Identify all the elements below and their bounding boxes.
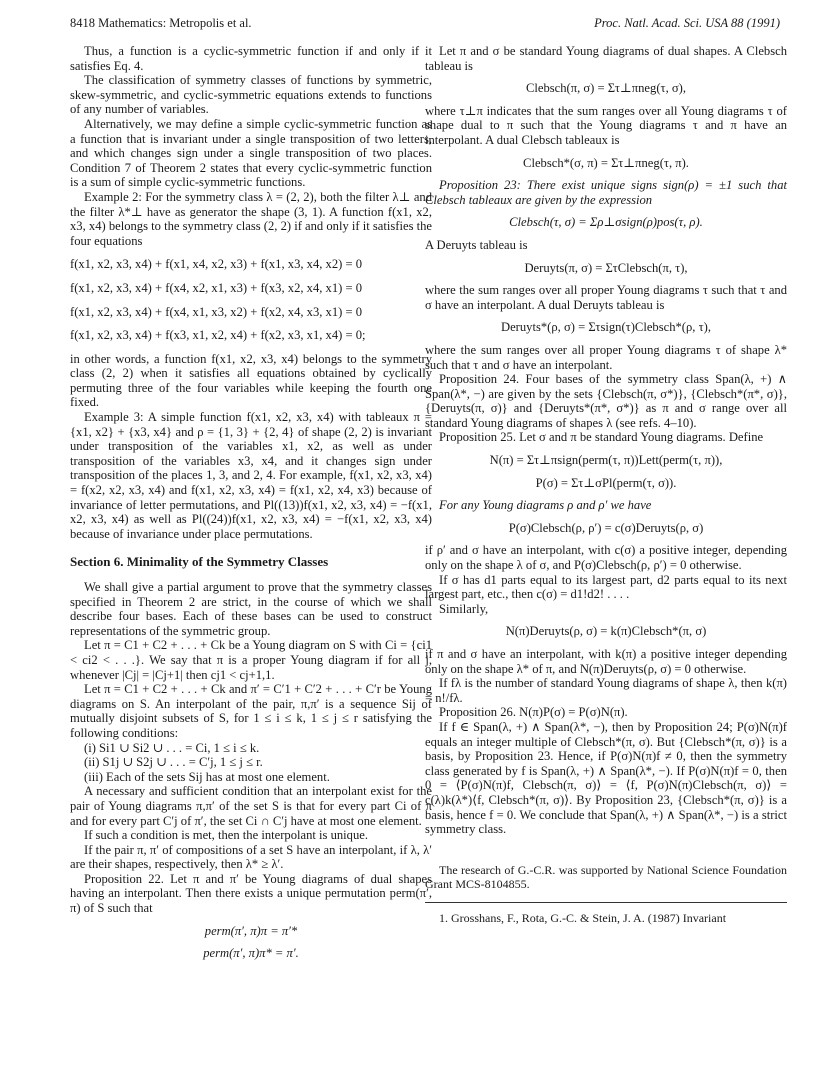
- equation: perm(π′, π)π* = π′.: [203, 946, 299, 961]
- equation: Clebsch*(σ, π) = Στ⊥πneg(τ, π).: [523, 155, 689, 170]
- proposition-22: Proposition 22. Let π and π′ be Young diagrams of dual shapes having an interpolant. Then there exists a unique permutation perm(π′, π) of S such that: [70, 871, 432, 916]
- equation: P(σ)Clebsch(ρ, ρ′) = c(σ)Deruyts(ρ, σ): [508, 520, 704, 535]
- equation: Clebsch(π, σ) = Στ⊥πneg(τ, σ),: [525, 81, 687, 96]
- acknowledgment: The research of G.-C.R. was supported by National Science Foundation Grant MCS-8104855.: [425, 862, 787, 892]
- right-column: [425, 44, 787, 926]
- paragraph: where τ⊥π indicates that the sum ranges over all Young diagrams τ of shape dual to π such that the Young diagrams τ and π have an interpolant. A dual Clebsch tableaux is: [425, 103, 787, 147]
- reference-item: 1. Grosshans, F., Rota, G.-C. & Stein, J. A. (1987) Invariant: [439, 910, 727, 925]
- equation: Deruyts*(ρ, σ) = Στsign(τ)Clebsch*(ρ, τ),: [501, 320, 711, 335]
- equation: P(σ) = Στ⊥σPl(perm(τ, σ)).: [535, 475, 677, 490]
- equation: Clebsch(τ, σ) = Σρ⊥σsign(ρ)pos(τ, ρ).: [509, 215, 703, 230]
- condition-item: (ii) S1j ∪ S2j ∪ . . . = C′j, 1 ≤ j ≤ r.: [84, 755, 263, 770]
- proposition-25: Proposition 25. Let σ and π be standard Young diagrams. Define: [439, 430, 764, 445]
- equation: f(x1, x2, x3, x4) + f(x3, x1, x2, x4) + f(x2, x3, x1, x4) = 0;: [70, 328, 366, 343]
- page-header-right: Proc. Natl. Acad. Sci. USA 88 (1991): [594, 16, 780, 30]
- paragraph: Thus, a function is a cyclic-symmetric function if and only if it satisfies Eq. 4.: [70, 44, 432, 73]
- paragraph: in other words, a function f(x1, x2, x3, x4) belongs to the symmetry class (2, 2) when it satisfies all equations obtained by cyclically permuting three of the four variables while keeping the fourth one fixed.: [70, 351, 432, 410]
- left-column: [70, 44, 432, 969]
- paragraph: Alternatively, we may define a simple cyclic-symmetric function as a function that is invariant under a single transposition of two letters, and which changes sign under a single transposition of two places. Condition 7 of Theorem 2 states that every cyclic-symmetric function is a sum of simple cyclic-symmetric functions.: [70, 116, 432, 190]
- condition-item: (iii) Each of the sets Sij has at most one element.: [84, 769, 330, 784]
- example-2: Example 2: For the symmetry class λ = (2, 2), both the filter λ⊥ and the filter λ*⊥ have as generator the shape (3, 1). A function f(x1, x2, x3, x4) belongs to the symmetry class (2, 2) if and only if it satisfies the four equations: [70, 189, 433, 248]
- paragraph: Similarly,: [439, 601, 489, 616]
- paragraph: Let π and σ be standard Young diagrams of dual shapes. A Clebsch tableau is: [425, 44, 787, 73]
- paragraph: A necessary and sufficient condition that an interpolant exist for the pair of Young diagrams π,π′ of the set S is that for every part Ci of π and for every part C′j of π′, the set Ci ∩ C′j have at most one element.: [70, 784, 432, 828]
- paragraph: If fλ is the number of standard Young diagrams of shape λ, then k(π) = n!/fλ.: [425, 676, 787, 705]
- paragraph: The classification of symmetry classes of functions by symmetric, skew-symmetric, and cyclic-symmetric equations extends to functions of any number of variables.: [70, 73, 432, 117]
- divider: [425, 902, 787, 903]
- paragraph: Let π = C1 + C2 + . . . + Ck and π′ = C′1 + C′2 + . . . + C′r be Young diagrams on S. An interpolant of the pair, π,π′ is a sequence Sij of mutually disjoint subsets of S, for 1 ≤ i ≤ k, 1 ≤ j ≤ r satisfying the following conditions:: [70, 682, 432, 740]
- example-3: Example 3: A simple function f(x1, x2, x3, x4) with tableaux π = {x1, x2} + {x3, x4} and ρ = {1, 3} + {2, 4} of shape (2, 2) is invariant under transposition of the variables x1, x2, as well as under transposition of the variables x3, x4, and it changes sign under transposition of the places 1, 3, and 2, 4. For example, f(x1, x2, x3, x4) = f(x2, x2, x3, x4) and f(x1, x2, x3, x4) = f(x1, x2, x4, x3) because of invariance of letter permutations, and Pl((13))f(x1, x2, x3, x4) = −f(x1, x2, x3, x4) as well as Pl((24))f(x1, x2, x3, x4) = −f(x1, x2, x3, x4) because of invariance under place permutations.: [70, 410, 432, 541]
- paragraph: where the sum ranges over all proper Young diagrams τ of shape λ* such that τ and σ have an interpolant.: [425, 342, 787, 372]
- paragraph: We shall give a partial argument to prove that the symmetry classes specified in Theorem 2 are strict, in the course of which we shall describe four bases. Each of these bases can be used to construct representations of the symmetric group.: [70, 580, 432, 638]
- paragraph: If the pair π, π′ of compositions of a set S have an interpolant, if λ, λ′ are their shapes, respectively, then λ* ≥ λ′.: [70, 842, 432, 872]
- proposition-24: Proposition 24. Four bases of the symmetry class Span(λ, +) ∧ Span(λ*, −) are given by the sets {Clebsch(π, σ*)}, {Clebsch*(π*, σ)}, {Deruyts(π, σ)} and {Deruyts*(π*, σ*)} as π and σ range over all standard Young diagrams of shapes λ (see refs. 4–10).: [425, 372, 787, 430]
- condition-item: (i) Si1 ∪ Si2 ∪ . . . = Ci, 1 ≤ i ≤ k.: [84, 740, 260, 755]
- equation: f(x1, x2, x3, x4) + f(x1, x4, x2, x3) + f(x1, x3, x4, x2) = 0: [70, 257, 363, 272]
- proposition-26: Proposition 26. N(π)P(σ) = P(σ)N(π).: [439, 705, 628, 720]
- paragraph: if ρ′ and σ have an interpolant, with c(σ) a positive integer, depending only on the shape λ of σ, and P(σ)Clebsch(ρ, ρ′) = 0 otherwise.: [425, 543, 787, 573]
- paragraph: A Deruyts tableau is: [425, 237, 528, 252]
- paragraph: If f ∈ Span(λ, +) ∧ Span(λ*, −), then by Proposition 24; P(σ)N(π)f equals an integer multiple of Clebsch*(π, σ). But {Clebsch*(π, σ)} is a basis, by Proposition 23. Hence, if P(σ)N(π)f ≠ 0, then the symmetry class generated by f is Span(λ, +) ∧ Span(λ*, −). If P(σ)N(π)f = 0, then 0 = ⟨P(σ)N(π)f, Clebsch(π, σ)⟩ = ⟨f, P(σ)N(π)Clebsch(π, σ)⟩ = c(λ)k(λ*)⟨f, Clebsch*(π, σ)⟩. By Proposition 23, {Clebsch*(π, σ)} is a basis, hence f = 0. We conclude that Span(λ, +) ∧ Span(λ*, −) is a strict symmetry class.: [425, 719, 787, 837]
- paragraph: Let π = C1 + C2 + . . . + Ck be a Young diagram on S with Ci = {ci1 < ci2 < . . .}. We say that π is a proper Young diagram if for all j, whenever |Cj| = |Cj+1| then cj1 < cj+1,1.: [70, 638, 432, 682]
- paragraph: If σ has d1 parts equal to its largest part, d2 parts equal to its next largest part, etc., then c(σ) = d1!d2! . . . .: [425, 572, 787, 602]
- equation: N(π)Deruyts(ρ, σ) = k(π)Clebsch*(π, σ): [505, 624, 707, 639]
- equation: f(x1, x2, x3, x4) + f(x4, x2, x1, x3) + f(x3, x2, x4, x1) = 0: [70, 280, 363, 295]
- paragraph: For any Young diagrams ρ and ρ′ we have: [439, 498, 652, 513]
- paragraph: where the sum ranges over all proper Young diagrams τ such that τ and σ have an interpolant. A dual Deruyts tableau is: [425, 283, 787, 312]
- equation: Deruyts(π, σ) = ΣτClebsch(π, τ),: [524, 260, 688, 275]
- paragraph: If such a condition is met, then the interpolant is unique.: [84, 828, 368, 843]
- equation: N(π) = Στ⊥πsign(perm(τ, π))Lett(perm(τ, π)),: [489, 453, 723, 468]
- equation: f(x1, x2, x3, x4) + f(x4, x1, x3, x2) + f(x2, x4, x3, x1) = 0: [70, 304, 363, 319]
- section-heading: Section 6. Minimality of the Symmetry Classes: [70, 554, 329, 570]
- page-header-left: 8418 Mathematics: Metropolis et al.: [70, 16, 252, 30]
- equation: perm(π′, π)π = π′*: [204, 923, 298, 938]
- proposition-23: Proposition 23: There exist unique signs sign(ρ) = ±1 such that Clebsch tableaux are given by the expression: [425, 178, 787, 207]
- paragraph: if π and σ have an interpolant, with k(π) a positive integer depending only on the shape λ* of π, and N(π)Deruyts(ρ, σ) = 0 otherwise.: [425, 647, 787, 676]
